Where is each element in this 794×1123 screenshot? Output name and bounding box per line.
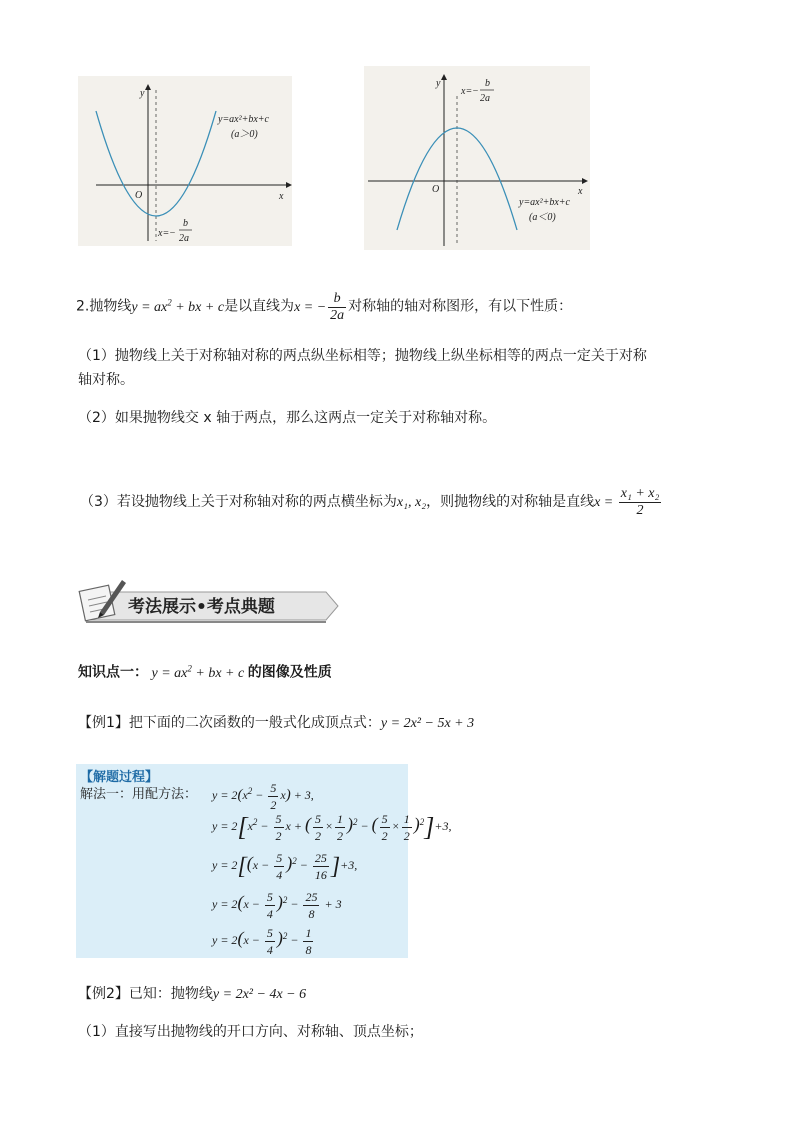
origin-label: O (432, 184, 440, 195)
point3-lead: （3）若设抛物线上关于对称轴对称的两点横坐标为 (80, 494, 397, 510)
knowledge-heading (78, 658, 332, 684)
solution-box (76, 764, 452, 958)
pen-paper-icon (76, 574, 128, 626)
graph-downward-parabola (364, 66, 590, 250)
knowledge-label: 知识点一： (78, 664, 148, 681)
section-banner (76, 576, 340, 628)
solution-step-4: y = 2(x − $\frac{5}{4}$ )$^2$ − $\frac{25}{8}$ + 3 (212, 889, 342, 921)
axis-label-prefix: x=− (461, 86, 479, 97)
origin-label: O (135, 190, 143, 201)
point1-line1: （1）抛物线上关于对称轴对称的两点纵坐标相等；抛物线上纵坐标相等的两点一定关于对称 (78, 348, 647, 364)
point3-frac-den: 2 (636, 503, 644, 519)
solution-method: 解法一：用配方法： (80, 787, 198, 802)
property2-line (76, 282, 572, 322)
y-axis-label: y (436, 78, 441, 89)
example1-text: 把下面的二次函数的一般式化成顶点式： (128, 715, 381, 731)
axis-label-prefix: x=− (158, 228, 176, 239)
y-axis-label: y (140, 88, 145, 99)
point3-vars: x₁, x₂ (396, 495, 427, 510)
equation-label: y=ax²+bx+c (218, 114, 269, 125)
example1-formula: y = 2x² − 5x + 3 (380, 716, 475, 731)
solution-step-1: $y = 2(x^2$ − $\frac{5}{2}$ x) + 3, (212, 780, 314, 812)
point3-axis-formula: x = $\frac{\text{x₁ + x₂}}{2}$ (594, 486, 660, 519)
x-axis-label: x (578, 186, 583, 197)
point1-line2: 轴对称。 (78, 372, 134, 388)
x-axis-label: x (279, 191, 284, 202)
example1 (78, 713, 474, 734)
axis-num: b (485, 78, 490, 89)
solution-head: 【解题过程】 (80, 770, 159, 785)
solution-step-3: y = 2[(x − $\frac{5}{4}$ )$^2$ − $\frac{25}{16}$ ]+3, (212, 850, 358, 882)
point2: （2）如果抛物线交 x 轴于两点，那么这两点一定关于对称轴对称。 (78, 410, 497, 426)
point3-middle: ，则抛物线的对称轴是直线 (426, 494, 595, 510)
example2-question1: （1）直接写出抛物线的开口方向、对称轴、顶点坐标； (78, 1024, 423, 1040)
property2-tail: 对称轴的轴对称图形，有以下性质： (348, 298, 573, 315)
example2-formula: y = 2x² − 4x − 6 (212, 987, 307, 1002)
example2-tag: 【例2】 (78, 986, 129, 1002)
symmetry-axis-formula: x = − $\frac{b}{2a}$ (294, 290, 345, 323)
parabola-formula: $y = ax^2$ + bx + c (131, 297, 225, 315)
graph-upward-parabola (78, 76, 292, 246)
property2-middle: 是以直线为 (224, 298, 295, 315)
example1-tag: 【例1】 (78, 715, 129, 731)
graph-upward-svg (78, 76, 292, 246)
knowledge-suffix: 的图像及性质 (247, 664, 332, 681)
point3-frac-num: x₁ + x₂ (620, 486, 660, 502)
axis-den: 2a (179, 233, 189, 244)
banner-title: 考法展示•考点典题 (128, 597, 275, 617)
graph-downward-svg (364, 66, 590, 250)
solution-step-5: y = 2(x − $\frac{5}{4}$ )$^2$ − $\frac{1}{8}$ (212, 925, 312, 957)
example2-text: 已知：抛物线 (128, 986, 213, 1002)
axis-num: b (183, 218, 188, 229)
example2 (78, 984, 306, 1005)
condition-label: (a＞0) (231, 129, 258, 140)
point3-line (80, 482, 663, 522)
solution-step-2: $y = 2[x^2$ − $\frac{5}{2}$ x + ( $\frac{5}{2}$ × $\frac{1}{2}$ )$^2$ − ( $\frac{5}{2}$ × $\frac{1}{2}$ )$^2$]+3, (212, 811, 452, 843)
property2-lead: 2.抛物线 (76, 298, 132, 315)
condition-label: (a＜0) (529, 212, 556, 223)
knowledge-formula: $y = ax^2$ + bx + c (148, 663, 248, 681)
axis-den: 2a (480, 93, 490, 104)
equation-label: y=ax²+bx+c (519, 197, 570, 208)
